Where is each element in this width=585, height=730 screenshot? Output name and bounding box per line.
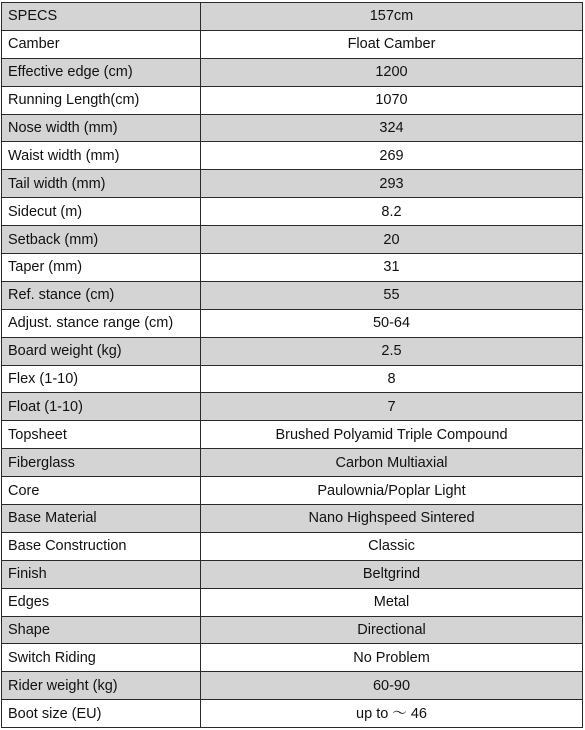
spec-label: Core (2, 477, 201, 505)
spec-value: up to 〜 46 (201, 700, 583, 728)
spec-value: Beltgrind (201, 560, 583, 588)
spec-label: Flex (1-10) (2, 365, 201, 393)
spec-value: 1200 (201, 58, 583, 86)
spec-label: Tail width (mm) (2, 170, 201, 198)
spec-label: Ref. stance (cm) (2, 281, 201, 309)
spec-label: Fiberglass (2, 449, 201, 477)
table-row (2, 449, 583, 477)
spec-value: 50-64 (201, 309, 583, 337)
table-row (2, 616, 583, 644)
specs-table (1, 2, 583, 728)
table-row (2, 58, 583, 86)
spec-value: Nano Highspeed Sintered (201, 505, 583, 533)
spec-value: Directional (201, 616, 583, 644)
table-row (2, 3, 583, 31)
spec-value: 8 (201, 365, 583, 393)
spec-value: 8.2 (201, 198, 583, 226)
spec-value: 7 (201, 393, 583, 421)
spec-value: 293 (201, 170, 583, 198)
table-row (2, 477, 583, 505)
spec-value: 157cm (201, 3, 583, 31)
spec-value: Metal (201, 588, 583, 616)
spec-value: Carbon Multiaxial (201, 449, 583, 477)
specs-table-body (2, 3, 583, 728)
table-row (2, 30, 583, 58)
spec-label: SPECS (2, 3, 201, 31)
spec-label: Taper (mm) (2, 254, 201, 282)
table-row (2, 588, 583, 616)
spec-value: Brushed Polyamid Triple Compound (201, 421, 583, 449)
spec-label: Waist width (mm) (2, 142, 201, 170)
spec-label: Switch Riding (2, 644, 201, 672)
spec-value: 1070 (201, 86, 583, 114)
table-row (2, 198, 583, 226)
spec-label: Board weight (kg) (2, 337, 201, 365)
spec-value: Paulownia/Poplar Light (201, 477, 583, 505)
table-row (2, 672, 583, 700)
spec-label: Float (1-10) (2, 393, 201, 421)
table-row (2, 170, 583, 198)
spec-value: No Problem (201, 644, 583, 672)
table-row (2, 309, 583, 337)
spec-label: Finish (2, 560, 201, 588)
table-row (2, 114, 583, 142)
spec-label: Edges (2, 588, 201, 616)
spec-label: Camber (2, 30, 201, 58)
table-row (2, 226, 583, 254)
spec-value: 269 (201, 142, 583, 170)
spec-label: Adjust. stance range (cm) (2, 309, 201, 337)
spec-label: Setback (mm) (2, 226, 201, 254)
spec-value: 2.5 (201, 337, 583, 365)
spec-value: 55 (201, 281, 583, 309)
spec-value: 20 (201, 226, 583, 254)
spec-value: 31 (201, 254, 583, 282)
table-row (2, 142, 583, 170)
table-row (2, 505, 583, 533)
spec-label: Sidecut (m) (2, 198, 201, 226)
spec-label: Shape (2, 616, 201, 644)
table-row (2, 532, 583, 560)
table-row (2, 560, 583, 588)
table-row (2, 281, 583, 309)
spec-value: Float Camber (201, 30, 583, 58)
spec-label: Topsheet (2, 421, 201, 449)
spec-value: Classic (201, 532, 583, 560)
spec-label: Boot size (EU) (2, 700, 201, 728)
table-row (2, 86, 583, 114)
spec-value: 60-90 (201, 672, 583, 700)
table-row (2, 644, 583, 672)
spec-label: Running Length(cm) (2, 86, 201, 114)
table-row (2, 421, 583, 449)
spec-label: Base Construction (2, 532, 201, 560)
spec-value: 324 (201, 114, 583, 142)
table-row (2, 700, 583, 728)
spec-label: Nose width (mm) (2, 114, 201, 142)
spec-label: Rider weight (kg) (2, 672, 201, 700)
table-row (2, 393, 583, 421)
table-row (2, 337, 583, 365)
table-row (2, 254, 583, 282)
table-row (2, 365, 583, 393)
spec-label: Base Material (2, 505, 201, 533)
spec-label: Effective edge (cm) (2, 58, 201, 86)
